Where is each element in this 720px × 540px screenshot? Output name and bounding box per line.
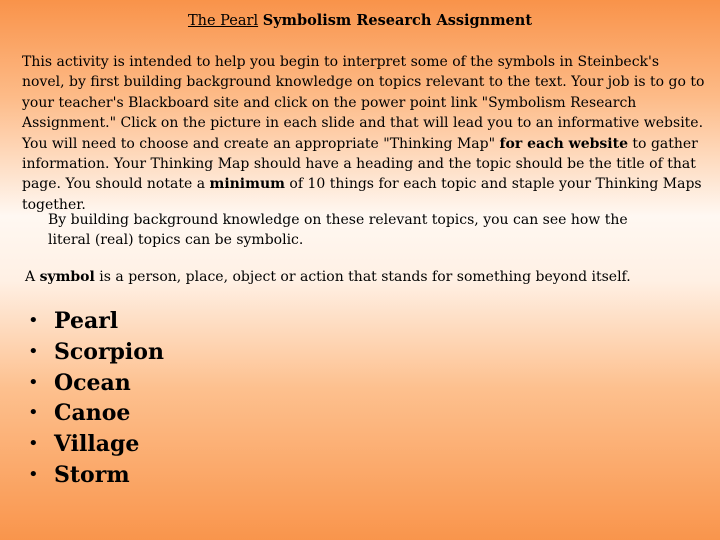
bullet-icon: • — [28, 402, 39, 424]
background-knowledge-note: By building background knowledge on these relevant topics, you can see how the literal (real) topics can be symbolic. — [48, 212, 628, 249]
intro-emphasis-each-website: for each website — [499, 135, 628, 152]
bullet-icon: • — [28, 463, 39, 485]
assignment-heading: Symbolism Research Assignment — [262, 12, 533, 29]
intro-text-1: This activity is intended to help you begin to interpret some of the symbols in Steinbeck's novel, by first building background knowledge on topics relevant to the text. Your job is to go to your teacher's Blackboard site and click on the power point link "Symbolism Research Assignment." Click on the picture in each slide and that will lead you to an informative website. You will need to choose and create an appropriate "Thinking Map" — [22, 54, 705, 152]
list-item — [28, 429, 164, 460]
list-item — [28, 398, 164, 429]
list-item — [28, 337, 164, 368]
intro-text-2: to gather information. Your Thinking Map should have a heading and the topic should be the title of that page. You should notate a — [22, 135, 698, 193]
bullet-icon: • — [28, 340, 39, 362]
symbol-definition — [25, 267, 705, 287]
intro-emphasis-minimum: minimum — [209, 176, 285, 193]
list-item — [28, 306, 164, 337]
intro-paragraph — [22, 52, 706, 215]
list-item — [28, 368, 164, 399]
intro-text-3: of 10 things for each topic and staple your Thinking Maps together. — [22, 176, 702, 213]
topic-label: Canoe — [54, 400, 131, 427]
list-item — [28, 460, 164, 491]
topic-label: Ocean — [54, 369, 131, 396]
symbol-topic-list — [28, 306, 164, 491]
book-title: The Pearl — [187, 13, 259, 29]
topic-label: Village — [54, 431, 140, 458]
bullet-icon: • — [28, 433, 39, 455]
topic-label: Scorpion — [54, 338, 164, 365]
bullet-icon: • — [28, 371, 39, 393]
definition-text: is a person, place, object or action that stands for something beyond itself. — [94, 269, 631, 285]
bullet-icon: • — [28, 310, 39, 331]
topic-label: Pearl — [54, 308, 119, 334]
definition-prefix: A — [25, 269, 40, 285]
topic-label: Storm — [54, 461, 130, 488]
definition-term: symbol — [39, 269, 95, 285]
page-title — [0, 12, 720, 30]
